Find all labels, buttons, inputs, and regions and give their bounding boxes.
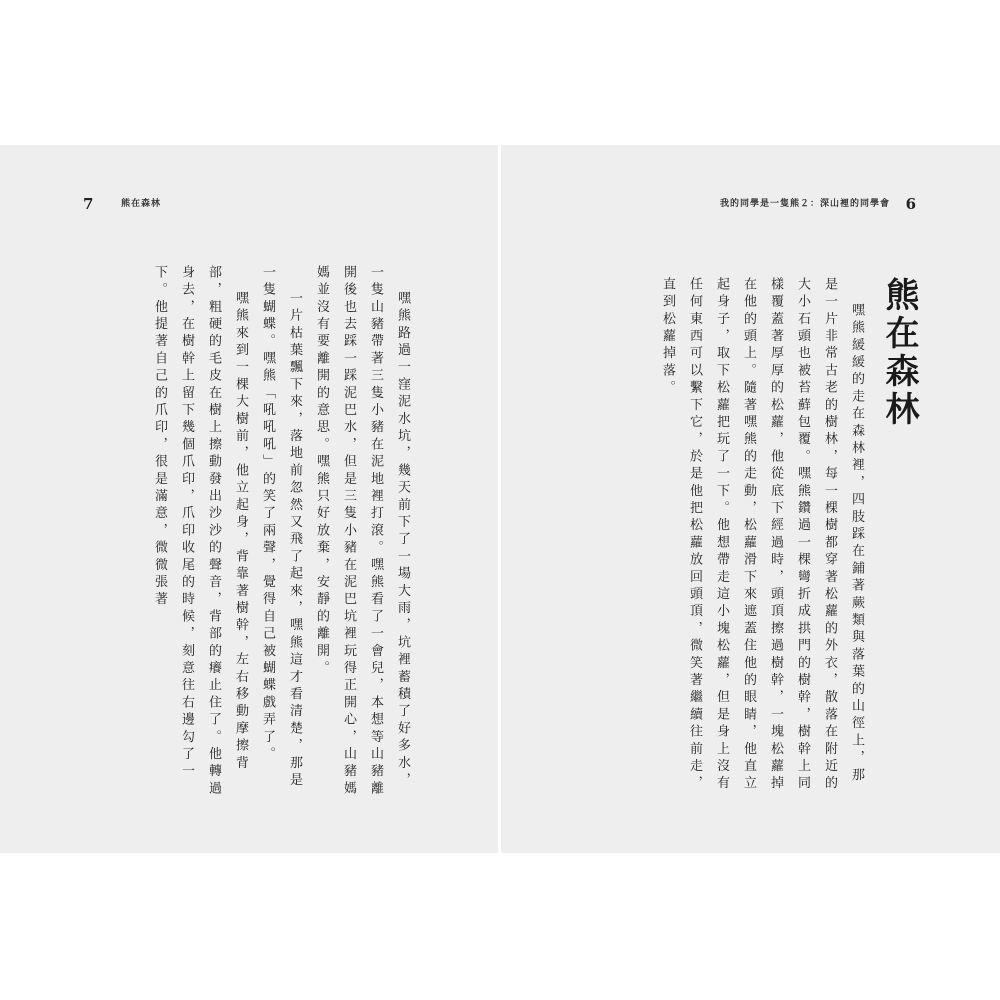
running-head-right: 我的同學是一隻熊２：深山裡的同學會 [719, 199, 890, 209]
page-number-right: 6 [905, 195, 916, 213]
paragraph: 嘿熊緩緩的走在森林裡，四肢踩在鋪著蕨類與落葉的山徑上，那是一片非常古老的樹林，每一棵樹都穿著松蘿的外衣，散落在附近的大小石頭也被苔蘚包覆。嘿熊鑽過一棵彎折成拱門的樹幹，樹幹上同樣覆蓋著厚厚的松蘿，他從底下經過時，頭頂擦過樹幹，一塊松蘿掉在他的頭上。隨著嘿熊的走動，松蘿滑下來遮蓋住他的眼睛，他直立起身子，取下松蘿把玩了一下。他想帶走這小塊松蘿，但是身上沒有任何東西可以繫下它，於是他把松蘿放回頭頂，微笑著繼續往前走，直到松蘿掉落。 [660, 277, 864, 793]
paragraph: 嘿熊來到一棵大樹前，他立起身，背靠著樹幹，左右移動摩擦背部，粗硬的毛皮在樹上擦動發出沙沙的聲音，背部的癢止住了。他轉過身去，在樹幹上留下幾個爪印，爪印收尾的時候，刻意往右邊勾了一下。他提著自己的爪印，很是滿意，微微張著 [152, 265, 248, 799]
left-page-body [76, 265, 416, 800]
right-page [501, 145, 1000, 853]
right-page-body [610, 277, 870, 800]
page-number-left: 7 [83, 195, 94, 213]
chapter-title: 熊在森林 [879, 277, 919, 429]
paragraph: 一片枯葉飄下來，落地前忽然又飛了起來，嘿熊這才看清楚，那是一隻蝴蝶。嘿熊「吼吼吼」的笑了兩聲，覺得自己被蝴蝶戲弄了。 [260, 265, 302, 790]
running-head-left: 熊在森林 [121, 199, 162, 209]
book-spread [0, 145, 1000, 853]
left-page [0, 145, 498, 853]
paragraph: 嘿熊路過一窪泥水坑，幾天前下了一場大雨，坑裡蓄積了好多水，一隻山豬帶著三隻小豬在泥地裡打滾。嘿熊看了一會兒，本想等山豬離開後也去踩一踩泥巴水，但是三隻小豬在泥巴坑裡玩得正開心，山豬媽媽並沒有要離開的意思。嘿熊只好放棄，安靜的離開。 [314, 265, 410, 799]
